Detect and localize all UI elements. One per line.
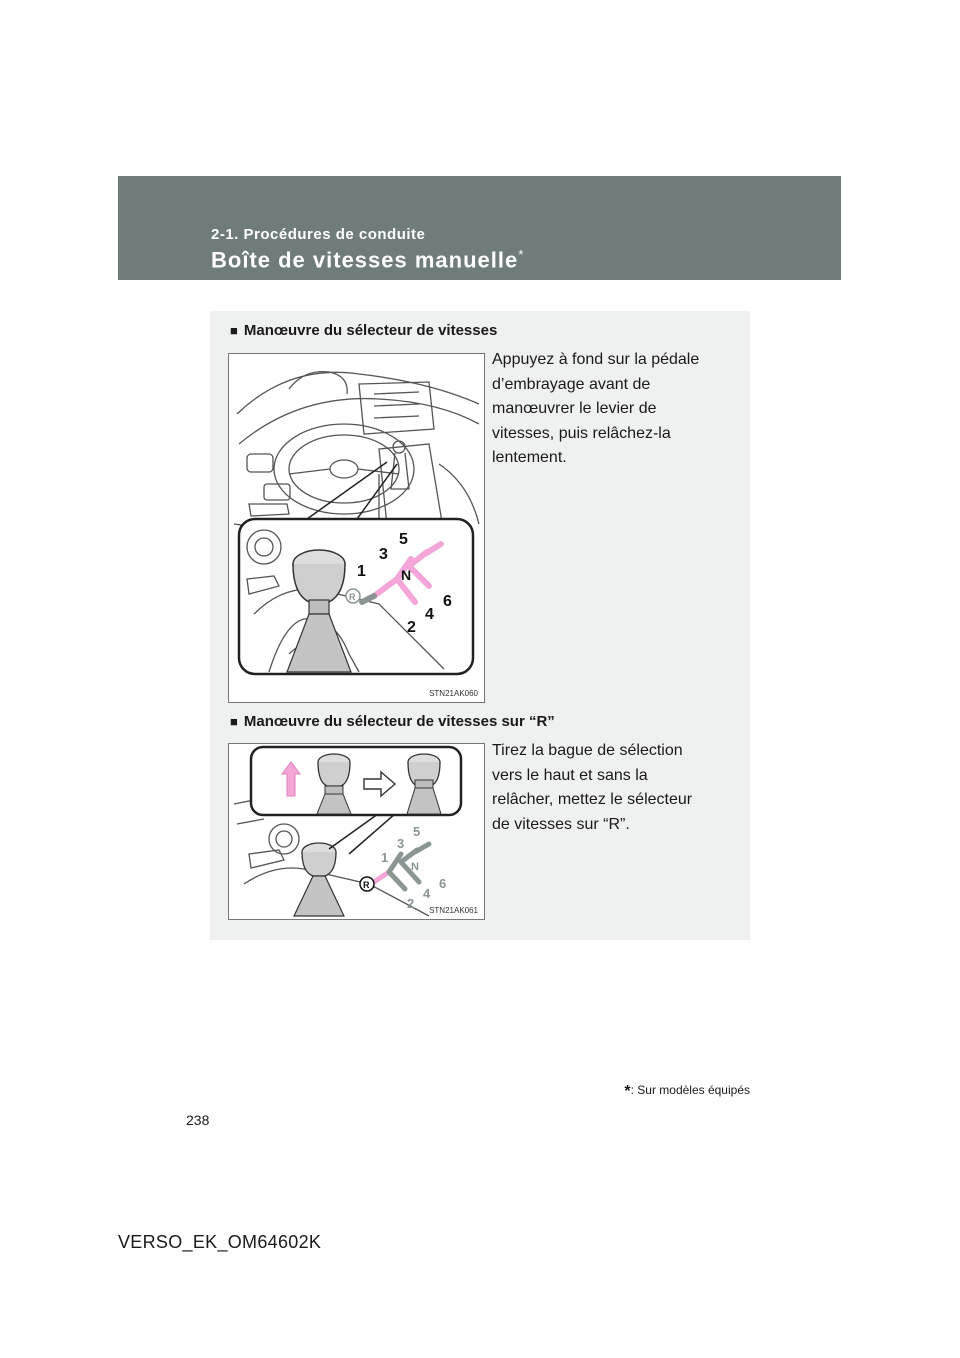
square-bullet-icon: ■	[230, 714, 238, 729]
page-title-text: Boîte de vitesses manuelle	[211, 247, 519, 273]
header-band	[118, 176, 841, 280]
figure-reverse-shift	[228, 743, 485, 920]
section-label: 2-1. Procédures de conduite	[211, 226, 426, 243]
gear-label-4: 4	[425, 606, 434, 623]
gear-label-5: 5	[399, 531, 408, 548]
gear-label-N: N	[411, 861, 419, 873]
text-line: Tirez la bague de sélection	[492, 742, 683, 759]
gear-label-4: 4	[423, 886, 431, 901]
gear-label-3: 3	[397, 836, 405, 851]
square-bullet-icon: ■	[230, 323, 238, 338]
gear-label-N: N	[401, 567, 412, 583]
gear-label-2: 2	[407, 896, 415, 911]
footnote	[624, 1083, 750, 1101]
page-number: 238	[186, 1112, 210, 1128]
section-heading-text: Manœuvre du sélecteur de vitesses	[243, 322, 498, 339]
gear-label-1: 1	[357, 563, 366, 580]
document-code: VERSO_EK_OM64602K	[118, 1232, 322, 1252]
asterisk-icon: *	[518, 247, 525, 262]
section-heading-reverse	[230, 713, 555, 730]
text-line: lentement.	[492, 449, 567, 466]
gear-label-R: R	[363, 880, 370, 890]
gear-label-3: 3	[379, 546, 388, 563]
gear-label-R: R	[349, 592, 356, 602]
gear-label-1: 1	[381, 850, 389, 865]
section-heading-shift	[230, 322, 497, 339]
page-title	[211, 247, 524, 273]
gear-label-6: 6	[439, 876, 447, 891]
text-line: d’embrayage avant de	[492, 375, 651, 393]
gear-label-2: 2	[407, 619, 416, 636]
section-heading-text: Manœuvre du sélecteur de vitesses sur “R”	[243, 713, 555, 730]
figure-gear-shift	[228, 353, 485, 703]
asterisk-icon: *	[624, 1083, 631, 1100]
text-line: vitesses, puis relâchez-la	[492, 424, 671, 442]
text-line: Appuyez à fond sur la pédale	[492, 351, 700, 368]
gear-label-5: 5	[413, 824, 421, 839]
content-panel	[210, 311, 750, 940]
reverse-illustration	[229, 744, 484, 919]
cockpit-illustration	[229, 354, 484, 702]
figure-code: STN21AK060	[429, 689, 478, 698]
gear-label-6: 6	[443, 593, 452, 610]
instruction-text	[492, 739, 728, 837]
footnote-text: : Sur modèles équipés	[630, 1083, 750, 1097]
instruction-text	[492, 348, 728, 471]
text-line: de vitesses sur “R”.	[492, 815, 630, 833]
text-line: relâcher, mettez le sélecteur	[492, 791, 693, 808]
text-line: vers le haut et sans la	[492, 766, 648, 784]
figure-code: STN21AK061	[429, 906, 478, 915]
text-line: manœuvrer le levier de	[492, 400, 657, 417]
